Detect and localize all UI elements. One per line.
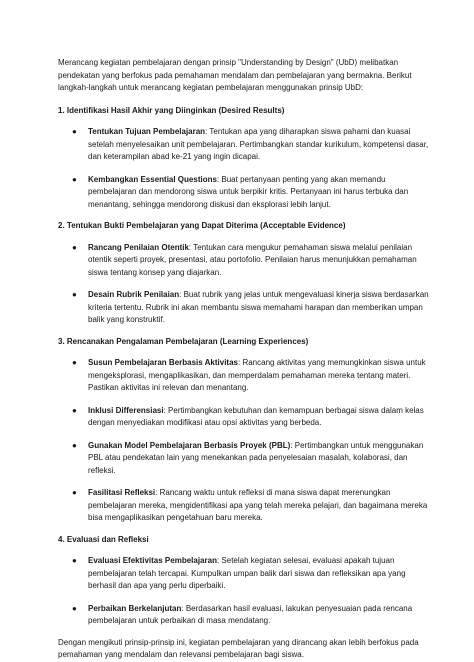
bullet-icon: ● (72, 242, 77, 252)
bullet-icon: ● (72, 603, 77, 613)
bullet-list (58, 357, 430, 525)
bullet-icon: ● (72, 358, 77, 367)
bullet-list (58, 555, 430, 628)
item-text: : Buat pertanyaan penting yang akan memandu pembelajaran dan mendorong siswa untuk berpikir kritis. Pertanyaan ini harus terbuka dan menantang, sehingga mendorong diskusi dan eksplorasi lebih lanjut. (88, 174, 409, 209)
item-text: : Tentukan cara mengukur pemahaman siswa melalui penilaian otentik seperti proyek, presentasi, atau portofolio. Penilaian harus menunjukkan pemahaman siswa tentang konsep yang diajarkan. (88, 242, 417, 277)
closing-paragraph: Dengan mengikuti prinsip-prinsip ini, kegiatan pembelajaran yang dirancang akan lebih berfokus pada pemahaman yang mendalam dan relevansi pembelajaran bagi siswa. (58, 637, 419, 659)
list-item (72, 174, 430, 212)
item-term: Kembangkan Essential Questions (88, 174, 217, 184)
item-text: : Buat rubrik yang jelas untuk mengevaluasi kinerja siswa berdasarkan kriteria tertentu. Rubrik ini akan membantu siswa memahami harapan dan memberikan umpan balik yang konstruktif. (88, 290, 429, 324)
list-item (72, 405, 430, 430)
item-text: : Rancang aktivitas yang memungkinkan siswa untuk mengeksplorasi, mengaplikasikan, dan memperdalam pemahaman mereka tentang materi. Pastikan aktivitas ini relevan dan menantang. (88, 358, 426, 392)
item-term: Gunakan Model Pembelajaran Berbasis Proyek (PBL) (88, 440, 291, 450)
bullet-icon: ● (72, 405, 77, 415)
bullet-icon: ● (72, 174, 77, 184)
item-term: Rancang Penilaian Otentik (88, 242, 189, 252)
list-item (72, 487, 430, 525)
item-term: Inklusi Differensiasi (88, 405, 164, 415)
item-term: Evaluasi Efektivitas Pembelajaran (88, 556, 217, 565)
list-item (72, 289, 430, 327)
intro-paragraph: Merancang kegiatan pembelajaran dengan prinsip "Understanding by Design" (UbD) melibatkan pendekatan yang berfokus pada pemahaman mendalam dan pembelajaran yang bermakna. Berikut langkah-langkah untuk merancang kegiatan pembelajaran menggunakan prinsip UbD: (58, 58, 412, 92)
list-item (72, 555, 430, 593)
item-term: Susun Pembelajaran Berbasis Aktivitas (88, 358, 238, 367)
bullet-icon: ● (72, 440, 77, 450)
section-heading: 3. Rencanakan Pengalaman Pembelajaran (Learning Experiences) (58, 336, 309, 346)
list-item (72, 242, 430, 280)
bullet-icon: ● (72, 290, 77, 299)
item-text: : Berdasarkan hasil evaluasi, lakukan penyesuaian pada rencana pembelajaran untuk perbaikan di masa mendatang. (88, 603, 413, 625)
list-item (72, 126, 430, 164)
bullet-list (58, 242, 430, 327)
item-term: Perbaikan Berkelanjutan (88, 603, 182, 613)
list-item (72, 357, 430, 395)
item-text: : Rancang waktu untuk refleksi di mana siswa dapat merenungkan pembelajaran mereka, mengidentifikasi apa yang telah mereka pelajari, dan bagaimana mereka bisa mengaplikasikan pengetahuan baru mereka. (88, 488, 428, 522)
bullet-icon: ● (72, 488, 77, 497)
item-term: Fasilitasi Refleksi (88, 488, 156, 497)
item-text: : Pertimbangkan untuk menggunakan PBL atau pendekatan lain yang menekankan pada penyelesaian masalah, kolaborasi, dan refleksi. (88, 440, 424, 475)
list-item (72, 440, 430, 478)
item-term: Desain Rubrik Penilaian (88, 290, 180, 299)
item-text: : Setelah kegiatan selesai, evaluasi apakah tujuan pembelajaran telah tercapai. Kumpulkan umpan balik dari siswa dan refleksikan apa yang berhasil dan apa yang perlu diperbaiki. (88, 556, 406, 590)
section-heading: 2. Tentukan Bukti Pembelajaran yang Dapat Diterima (Acceptable Evidence) (58, 221, 346, 230)
bullet-icon: ● (72, 127, 77, 136)
section-heading: 1. Identifikasi Hasil Akhir yang Diinginkan (Desired Results) (58, 105, 285, 115)
bullet-list (58, 126, 430, 211)
list-item (72, 603, 430, 628)
item-term: Tentukan Tujuan Pembelajaran (88, 127, 206, 136)
bullet-icon: ● (72, 556, 77, 565)
item-text: : Pertimbangkan kebutuhan dan kemampuan berbagai siswa dalam kelas dengan menyediakan modifikasi atau opsi aktivitas yang berbeda. (88, 405, 424, 427)
item-text: : Tentukan apa yang diharapkan siswa pahami dan kuasai setelah menyelesaikan unit pembelajaran. Pertimbangkan standar kurikulum, kompetensi dasar, dan keterampilan abad ke-21 yang ingin dicapai. (88, 127, 429, 161)
section-heading: 4. Evaluasi dan Refleksi (58, 534, 149, 544)
